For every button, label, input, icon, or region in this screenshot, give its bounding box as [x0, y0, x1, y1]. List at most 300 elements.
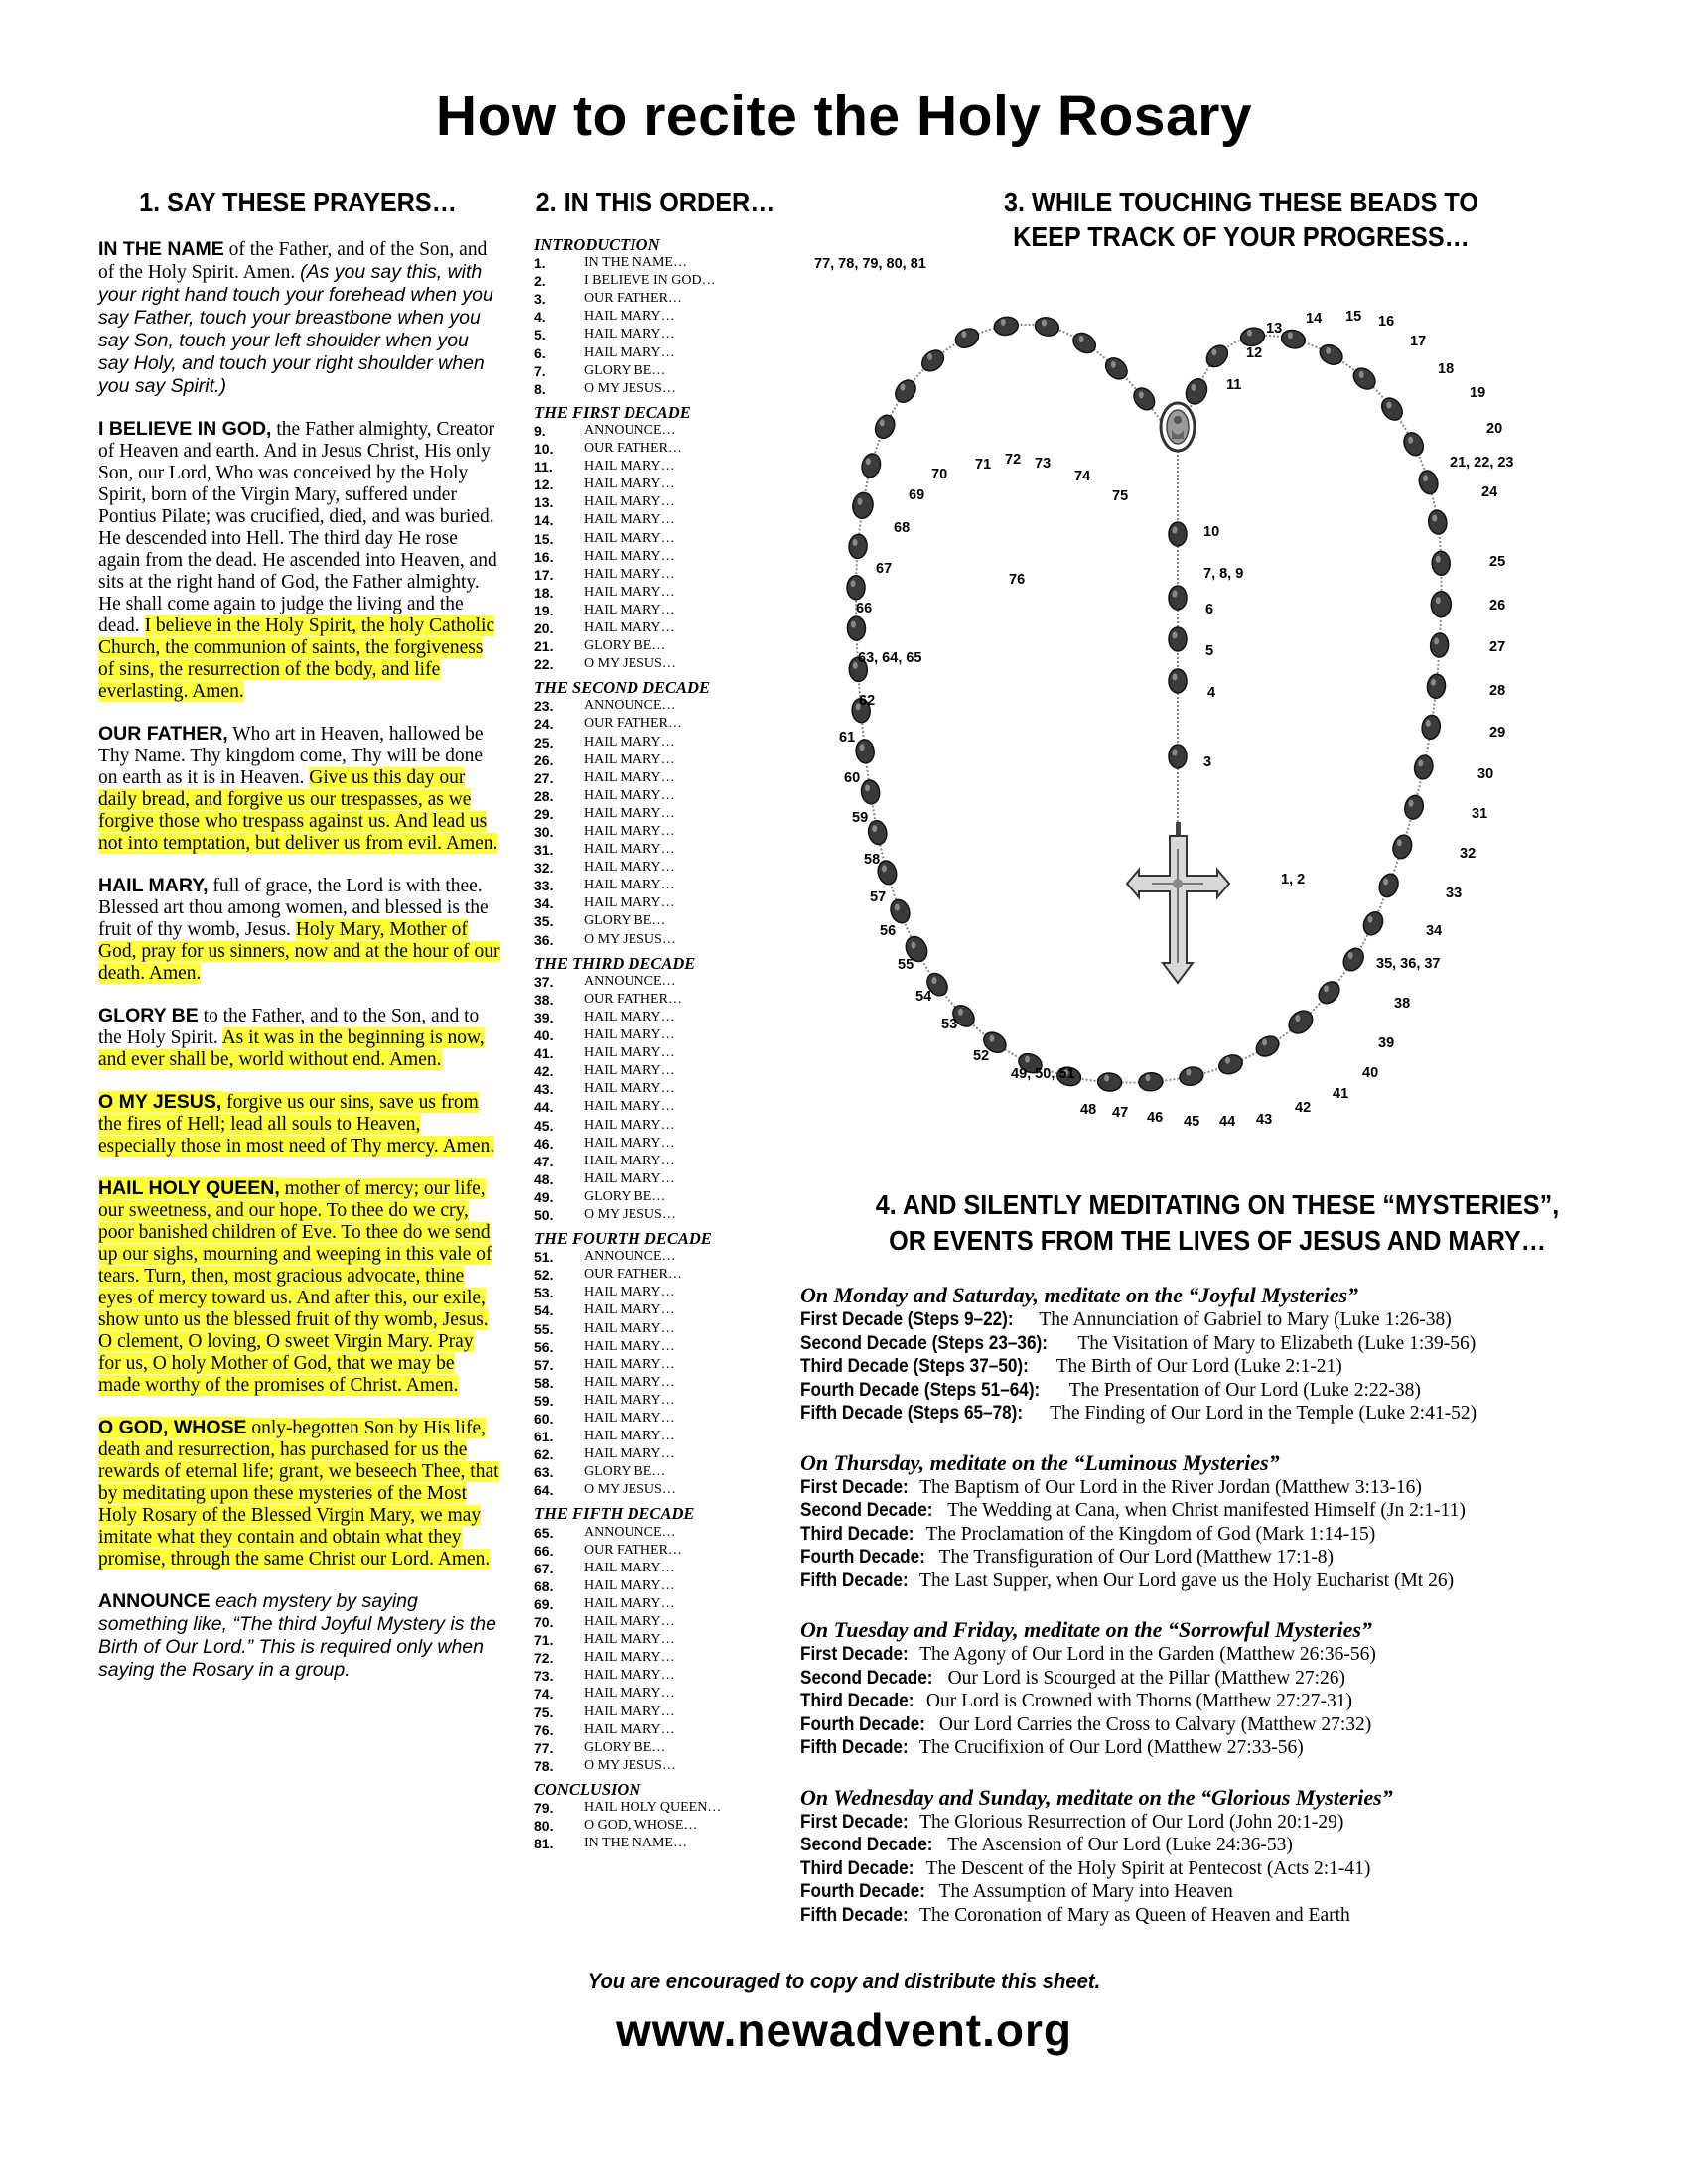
rosary-bead — [888, 897, 913, 926]
order-row — [534, 493, 782, 511]
order-row — [534, 655, 782, 673]
bead-highlight — [853, 539, 858, 546]
mystery-description: The Coronation of Mary as Queen of Heaven and Earth — [914, 1904, 1350, 1926]
order-row — [534, 1577, 782, 1595]
mystery-row — [800, 1499, 1634, 1523]
order-section-title: THE THIRD DECADE — [534, 953, 696, 973]
rosary-bead — [851, 491, 875, 520]
order-step-prayer: HAIL MARY… — [584, 512, 675, 528]
bead-label: 63, 64, 65 — [858, 650, 922, 666]
bead-label: 38 — [1394, 996, 1411, 1012]
mystery-row — [800, 1332, 1634, 1356]
bead-label: 20 — [1486, 421, 1503, 437]
order-step-prayer: GLORY BE… — [584, 362, 666, 378]
bead-label: 26 — [1489, 598, 1506, 614]
order-step-number: 17. — [534, 566, 554, 583]
prayer-name: O MY JESUS, — [98, 1091, 222, 1113]
order-row — [534, 1266, 782, 1284]
rosary-bead — [855, 739, 876, 764]
order-step-prayer: HAIL MARY… — [584, 1446, 675, 1462]
order-row — [534, 1284, 782, 1301]
order-step-prayer: HAIL MARY… — [584, 344, 675, 360]
order-step-prayer: O MY JESUS… — [584, 1482, 676, 1498]
bead-label: 46 — [1147, 1110, 1164, 1126]
mystery-description: The Visitation of Mary to Elizabeth (Luke 1:39-56) — [1072, 1332, 1477, 1354]
prayer-paragraph — [98, 418, 500, 703]
order-step-number: 7. — [534, 362, 546, 379]
bead-highlight — [1423, 475, 1428, 481]
order-step-number: 38. — [534, 991, 554, 1008]
mystery-row — [800, 1857, 1634, 1881]
order-step-prayer: HAIL MARY… — [584, 1668, 675, 1684]
heading-mysteries-line2: OR EVENTS FROM THE LIVES OF JESUS AND MARY… — [889, 1225, 1546, 1256]
bead-label: 54 — [915, 989, 932, 1005]
mystery-row — [800, 1643, 1634, 1667]
bead-label: 67 — [876, 561, 893, 577]
mystery-row — [800, 1308, 1634, 1332]
order-step-prayer: HAIL MARY… — [584, 1063, 675, 1079]
bead-highlight — [958, 1009, 963, 1016]
bead-highlight — [989, 1035, 994, 1042]
order-step-prayer: HAIL MARY… — [584, 1117, 675, 1133]
bead-highlight — [1432, 515, 1437, 522]
order-step-prayer: HAIL MARY… — [584, 878, 675, 893]
mystery-description: The Glorious Resurrection of Our Lord (John 20:1-29) — [914, 1811, 1344, 1833]
bead-label: 71 — [975, 457, 992, 473]
order-step-prayer: ANNOUNCE… — [584, 698, 676, 714]
order-step-prayer: HAIL MARY… — [584, 751, 675, 767]
order-row — [534, 1044, 782, 1062]
order-step-number: 5. — [534, 327, 546, 343]
rosary-bead — [1169, 669, 1187, 693]
order-step-number: 74. — [534, 1686, 554, 1703]
order-step-prayer: O GOD, WHOSE… — [584, 1818, 698, 1834]
order-step-prayer: HAIL MARY… — [584, 824, 675, 839]
order-step-number: 71. — [534, 1632, 554, 1649]
order-step-number: 76. — [534, 1721, 554, 1738]
order-row — [534, 254, 782, 272]
order-step-prayer: HAIL HOLY QUEEN… — [584, 1799, 722, 1815]
order-row — [534, 422, 782, 440]
order-row — [534, 1631, 782, 1649]
rosary-bead — [1216, 1052, 1245, 1077]
bead-highlight — [931, 977, 936, 984]
mysteries-section — [800, 1283, 1634, 1952]
bead-label: 12 — [1246, 345, 1263, 361]
order-step-prayer: HAIL MARY… — [584, 1285, 675, 1300]
bead-highlight — [851, 621, 856, 628]
mystery-decade-label: Fourth Decade: — [800, 1546, 925, 1568]
bead-label: 24 — [1481, 484, 1498, 500]
bead-label: 3 — [1203, 754, 1212, 770]
order-step-prayer: HAIL MARY… — [584, 602, 675, 617]
rosary-bead — [1069, 329, 1099, 356]
order-row — [534, 1835, 782, 1852]
order-row — [534, 823, 782, 841]
order-row — [534, 476, 782, 493]
mystery-group-heading: On Wednesday and Sunday, meditate on the “Glorious Mysteries” — [800, 1784, 1393, 1810]
order-row — [534, 326, 782, 343]
order-step-prayer: GLORY BE… — [584, 638, 666, 654]
order-section-title: THE FIRST DECADE — [534, 402, 691, 422]
order-step-number: 20. — [534, 619, 554, 636]
order-step-prayer: GLORY BE… — [584, 1739, 666, 1755]
rosary-bead — [867, 819, 889, 846]
rosary-bead — [1360, 909, 1386, 938]
order-row — [534, 584, 782, 602]
order-step-number: 16. — [534, 548, 554, 565]
rosary-bead — [860, 452, 884, 479]
rosary-bead — [1169, 627, 1187, 651]
mystery-description: The Wedding at Cana, when Christ manifested Himself (Jn 2:1-11) — [942, 1500, 1466, 1521]
mystery-group-heading: On Thursday, meditate on the “Luminous Mysteries” — [800, 1449, 1280, 1475]
rosary-bead — [1183, 375, 1211, 407]
bead-label: 35, 36, 37 — [1376, 956, 1441, 972]
bead-highlight — [912, 942, 916, 949]
bead-highlight — [895, 904, 900, 911]
prayer-paragraph — [98, 1417, 500, 1570]
bead-highlight — [1079, 336, 1084, 342]
bead-highlight — [857, 498, 862, 505]
rosary-bead — [993, 316, 1019, 337]
order-step-prayer: HAIL MARY… — [584, 787, 675, 803]
mystery-description: Our Lord is Crowned with Thorns (Matthew 27:27-31) — [921, 1691, 1353, 1711]
order-row — [534, 1301, 782, 1319]
bead-highlight — [1262, 1039, 1267, 1046]
order-row — [534, 787, 782, 805]
mystery-row — [800, 1476, 1634, 1500]
heading-beads-line2: KEEP TRACK OF YOUR PROGRESS… — [1013, 221, 1470, 252]
order-step-number: 81. — [534, 1836, 554, 1852]
order-row — [534, 637, 782, 655]
order-step-number: 40. — [534, 1027, 554, 1044]
bead-label: 18 — [1438, 361, 1455, 377]
order-step-number: 65. — [534, 1524, 554, 1541]
order-step-number: 22. — [534, 656, 554, 673]
order-step-number: 73. — [534, 1668, 554, 1685]
order-row — [534, 1595, 782, 1613]
order-row — [534, 440, 782, 458]
order-step-number: 43. — [534, 1081, 554, 1098]
bead-highlight — [1173, 591, 1178, 598]
bead-label: 30 — [1477, 766, 1494, 782]
order-step-number: 36. — [534, 931, 554, 948]
mystery-description: The Baptism of Our Lord in the River Jordan (Matthew 3:13-16) — [914, 1476, 1422, 1498]
mystery-row — [800, 1713, 1634, 1737]
order-row — [534, 859, 782, 877]
order-row — [534, 566, 782, 584]
mystery-row — [800, 1570, 1634, 1593]
order-column — [534, 236, 782, 1852]
order-step-prayer: HAIL MARY… — [584, 805, 675, 821]
mystery-decade-label: Fifth Decade: — [800, 1736, 909, 1758]
order-step-number: 35. — [534, 913, 554, 930]
order-step-prayer: HAIL MARY… — [584, 842, 675, 858]
mystery-description: Our Lord is Scourged at the Pillar (Matthew 27:26) — [942, 1667, 1345, 1689]
rosary-bead — [1431, 591, 1452, 616]
order-step-number: 78. — [534, 1757, 554, 1774]
bead-label: 73 — [1035, 456, 1052, 472]
order-step-prayer: HAIL MARY… — [584, 477, 675, 492]
rosary-bead — [1339, 945, 1367, 975]
order-step-prayer: HAIL MARY… — [584, 530, 675, 546]
order-section-title: CONCLUSION — [534, 1779, 641, 1799]
prayer-instruction: (As you say this, with your right hand touch your forehead when you say Father, touch your breastbone when you say Son, touch your left shoulder when you say Holy, and touch your right shoulder when you say Spirit.) — [98, 261, 493, 397]
bead-highlight — [1418, 760, 1423, 767]
prayer-name: IN THE NAME — [98, 238, 224, 260]
order-step-number: 29. — [534, 805, 554, 822]
rosary-bead — [1169, 586, 1187, 610]
prayer-name: HAIL MARY, — [98, 875, 209, 896]
prayer-text: the Father almighty, Creator of Heaven and earth. And in Jesus Christ, His only Son, our Lord, Who was conceived by the Holy Spirit, born of the Virgin Mary, suffered under Pontius Pilate; was crucified, died, and was buried. He descended into Hell. The third day He rose again from the dead. He ascended into Heaven, and sits at the right hand of God, the Father almighty. He shall come again to judge the living and the dead. — [98, 419, 497, 636]
bead-label: 58 — [864, 852, 881, 868]
bead-highlight — [1397, 839, 1402, 846]
bead-highlight — [961, 331, 966, 338]
bead-label: 31 — [1472, 806, 1488, 822]
prayer-paragraph — [98, 1091, 500, 1158]
prayer-paragraph — [98, 723, 500, 855]
bead-label: 11 — [1226, 377, 1242, 393]
bead-highlight — [880, 419, 885, 426]
order-step-prayer: ANNOUNCE… — [584, 1524, 676, 1540]
order-row — [534, 1560, 782, 1577]
order-step-number: 59. — [534, 1392, 554, 1409]
order-step-number: 75. — [534, 1704, 554, 1720]
order-row — [534, 1481, 782, 1499]
order-step-number: 25. — [534, 734, 554, 751]
order-step-prayer: HAIL MARY… — [584, 1392, 675, 1408]
prayer-highlighted-text: only-begotten Son by His life, death and resurrection, has purchased for us the rewards of eternal life; grant, we beseech Thee, that by meditating upon these mysteries of the Most Holy Rosary of the Blessed Virgin Mary, we may imitate what they contain and obtain what they promise, through the same Christ our Lord. Amen. — [98, 1418, 499, 1570]
order-row — [534, 1704, 782, 1721]
mystery-row — [800, 1402, 1634, 1426]
mystery-row — [800, 1667, 1634, 1691]
bead-label: 62 — [859, 693, 876, 709]
order-step-prayer: ANNOUNCE… — [584, 422, 676, 438]
rosary-bead — [848, 534, 868, 559]
order-step-prayer: HAIL MARY… — [584, 895, 675, 911]
order-step-number: 53. — [534, 1285, 554, 1301]
mystery-decade-label: First Decade: — [800, 1810, 909, 1833]
rosary-bead — [847, 616, 866, 640]
order-row — [534, 1524, 782, 1542]
order-row — [534, 991, 782, 1009]
order-section-title: THE FIFTH DECADE — [534, 1504, 695, 1524]
order-step-prayer: O MY JESUS… — [584, 1206, 676, 1222]
order-step-prayer: HAIL MARY… — [584, 1411, 675, 1426]
order-row — [534, 1739, 782, 1757]
order-step-number: 2. — [534, 273, 546, 290]
order-step-number: 18. — [534, 584, 554, 601]
mystery-description: The Presentation of Our Lord (Luke 2:22-38) — [1064, 1379, 1421, 1401]
order-step-prayer: GLORY BE… — [584, 1188, 666, 1204]
order-step-prayer: IN THE NAME… — [584, 255, 687, 271]
bead-label: 70 — [931, 467, 948, 482]
order-step-prayer: I BELIEVE IN GOD… — [584, 273, 716, 289]
order-row — [534, 1757, 782, 1775]
order-step-number: 13. — [534, 494, 554, 511]
rosary-bead — [1169, 745, 1187, 768]
mystery-decade-label: First Decade: — [800, 1475, 909, 1498]
mystery-group — [800, 1450, 1634, 1593]
rosary-bead — [872, 412, 898, 441]
order-step-prayer: HAIL MARY… — [584, 1577, 675, 1593]
order-row — [534, 511, 782, 529]
bead-highlight — [1001, 319, 1006, 326]
prayer-name: OUR FATHER, — [98, 723, 228, 745]
rosary-bead — [1378, 394, 1407, 424]
rosary-bead — [1412, 753, 1435, 780]
bead-highlight — [882, 865, 887, 872]
order-step-number: 70. — [534, 1614, 554, 1631]
order-step-prayer: HAIL MARY… — [584, 1632, 675, 1648]
order-row — [534, 344, 782, 362]
mystery-row — [800, 1736, 1634, 1760]
heading-say-prayers: 1. SAY THESE PRAYERS… — [139, 187, 457, 217]
bead-label: 32 — [1460, 846, 1477, 862]
order-row — [534, 1080, 782, 1098]
bead-label: 74 — [1074, 469, 1091, 484]
rosary-bead — [1432, 551, 1451, 575]
prayer-text: of the Father, and of the Son, and of the Holy Spirit. Amen. — [98, 239, 488, 283]
bead-label: 29 — [1489, 725, 1506, 741]
bead-label: 14 — [1306, 311, 1323, 327]
order-step-prayer: HAIL MARY… — [584, 734, 675, 750]
bead-highlight — [1042, 319, 1047, 326]
order-step-number: 6. — [534, 344, 546, 361]
bead-label: 10 — [1203, 524, 1220, 540]
bead-label: 33 — [1446, 886, 1463, 901]
bead-label: 15 — [1345, 309, 1362, 325]
mystery-decade-label: Fifth Decade: — [800, 1903, 909, 1926]
mystery-row — [800, 1523, 1634, 1547]
footer-note: You are encouraged to copy and distribute this sheet. — [587, 1969, 1101, 1993]
mystery-group-heading: On Monday and Saturday, meditate on the “Joyful Mysteries” — [800, 1283, 1359, 1307]
mystery-decade-label: Second Decade (Steps 23–36): — [800, 1331, 1048, 1354]
order-row — [534, 1613, 782, 1631]
order-step-number: 64. — [534, 1482, 554, 1499]
order-step-prayer: HAIL MARY… — [584, 1302, 675, 1318]
prayer-text: Who art in Heaven, hallowed be Thy Name. Thy kingdom come, Thy will be done on earth as it is in Heaven. — [98, 724, 484, 788]
order-step-number: 77. — [534, 1739, 554, 1756]
order-step-number: 3. — [534, 291, 546, 308]
bead-label: 69 — [909, 487, 925, 503]
order-step-number: 45. — [534, 1117, 554, 1134]
order-step-prayer: HAIL MARY… — [584, 309, 675, 325]
rosary-bead — [1349, 364, 1379, 393]
order-step-number: 72. — [534, 1650, 554, 1667]
prayer-paragraph — [98, 1177, 500, 1397]
bead-label: 56 — [880, 923, 897, 939]
bead-highlight — [1368, 916, 1373, 923]
bead-label: 16 — [1378, 314, 1395, 330]
rosary-bead — [1416, 469, 1440, 496]
order-row — [534, 1392, 782, 1410]
order-step-prayer: OUR FATHER… — [584, 291, 682, 307]
mystery-decade-label: Fifth Decade (Steps 65–78): — [800, 1402, 1024, 1424]
bead-label: 44 — [1219, 1114, 1236, 1130]
mystery-description: The Annunciation of Gabriel to Mary (Luke 1:26-38) — [1034, 1309, 1452, 1330]
mystery-group — [800, 1283, 1634, 1426]
order-step-number: 14. — [534, 512, 554, 529]
order-row — [534, 1338, 782, 1356]
mystery-decade-label: First Decade (Steps 9–22): — [800, 1308, 1014, 1330]
order-step-prayer: OUR FATHER… — [584, 716, 682, 732]
order-row — [534, 973, 782, 991]
bead-label: 57 — [870, 889, 887, 905]
bead-label: 52 — [973, 1048, 990, 1064]
prayers-column — [98, 238, 500, 1702]
order-step-prayer: HAIL MARY… — [584, 1374, 675, 1390]
order-step-number: 24. — [534, 716, 554, 733]
mystery-description: The Assumption of Mary into Heaven — [934, 1881, 1233, 1902]
order-step-prayer: HAIL MARY… — [584, 1356, 675, 1372]
order-step-number: 11. — [534, 459, 553, 476]
mystery-description: Our Lord Carries the Cross to Calvary (Matthew 27:32) — [934, 1713, 1372, 1735]
order-step-number: 21. — [534, 638, 554, 655]
rosary-bead — [1376, 872, 1401, 900]
bead-highlight — [1383, 878, 1388, 885]
mystery-decade-label: Third Decade: — [800, 1690, 914, 1711]
bead-highlight — [1104, 1075, 1109, 1082]
order-row — [534, 1009, 782, 1026]
order-step-number: 57. — [534, 1356, 554, 1373]
bead-label: 45 — [1184, 1114, 1200, 1130]
bead-label: 66 — [856, 601, 873, 616]
prayer-name: O GOD, WHOSE — [98, 1417, 247, 1438]
order-step-prayer: HAIL MARY… — [584, 1614, 675, 1630]
order-step-number: 61. — [534, 1429, 554, 1445]
order-section-title: INTRODUCTION — [534, 235, 660, 254]
bead-highlight — [1326, 347, 1331, 354]
order-row — [534, 1135, 782, 1153]
order-step-number: 32. — [534, 860, 554, 877]
mystery-description: The Descent of the Holy Spirit at Pentecost (Acts 2:1-41) — [921, 1857, 1371, 1879]
order-step-number: 12. — [534, 477, 554, 493]
prayer-name: GLORY BE — [98, 1005, 199, 1026]
bead-highlight — [1431, 679, 1436, 686]
mystery-row — [800, 1355, 1634, 1379]
order-step-prayer: HAIL MARY… — [584, 1135, 675, 1151]
bead-highlight — [1211, 348, 1216, 355]
order-step-number: 50. — [534, 1206, 554, 1223]
mystery-group-heading: On Tuesday and Friday, meditate on the “Sorrowful Mysteries” — [800, 1617, 1372, 1642]
order-step-prayer: HAIL MARY… — [584, 566, 675, 582]
bead-label: 39 — [1378, 1035, 1395, 1051]
bead-label: 13 — [1266, 321, 1283, 337]
footer-url[interactable]: www.newadvent.org — [615, 2004, 1073, 2056]
bead-highlight — [1359, 371, 1364, 378]
order-step-prayer: HAIL MARY… — [584, 1704, 675, 1719]
order-step-number: 39. — [534, 1009, 554, 1025]
bead-label: 60 — [844, 770, 861, 786]
order-step-prayer: HAIL MARY… — [584, 1027, 675, 1043]
mystery-description: The Proclamation of the Kingdom of God (Mark 1:14-15) — [921, 1523, 1376, 1545]
mystery-description: The Ascension of Our Lord (Luke 24:36-53) — [942, 1835, 1293, 1855]
order-step-number: 66. — [534, 1542, 554, 1559]
order-step-prayer: O MY JESUS… — [584, 380, 676, 396]
order-row — [534, 1649, 782, 1667]
prayer-name: I BELIEVE IN GOD, — [98, 418, 272, 440]
bead-highlight — [900, 384, 905, 391]
order-step-number: 8. — [534, 380, 546, 397]
order-row — [534, 715, 782, 733]
prayer-name: ANNOUNCE — [98, 1590, 211, 1612]
order-row — [534, 362, 782, 380]
mystery-group — [800, 1617, 1634, 1760]
prayer-highlighted-text: Give us this day our daily bread, and forgive us our trespasses, as we forgive those who trespass against us. And lead us not into temptation, but deliver us from evil. Amen. — [98, 767, 498, 854]
mystery-decade-label: Second Decade: — [800, 1666, 933, 1689]
mystery-decade-label: Second Decade: — [800, 1499, 933, 1521]
